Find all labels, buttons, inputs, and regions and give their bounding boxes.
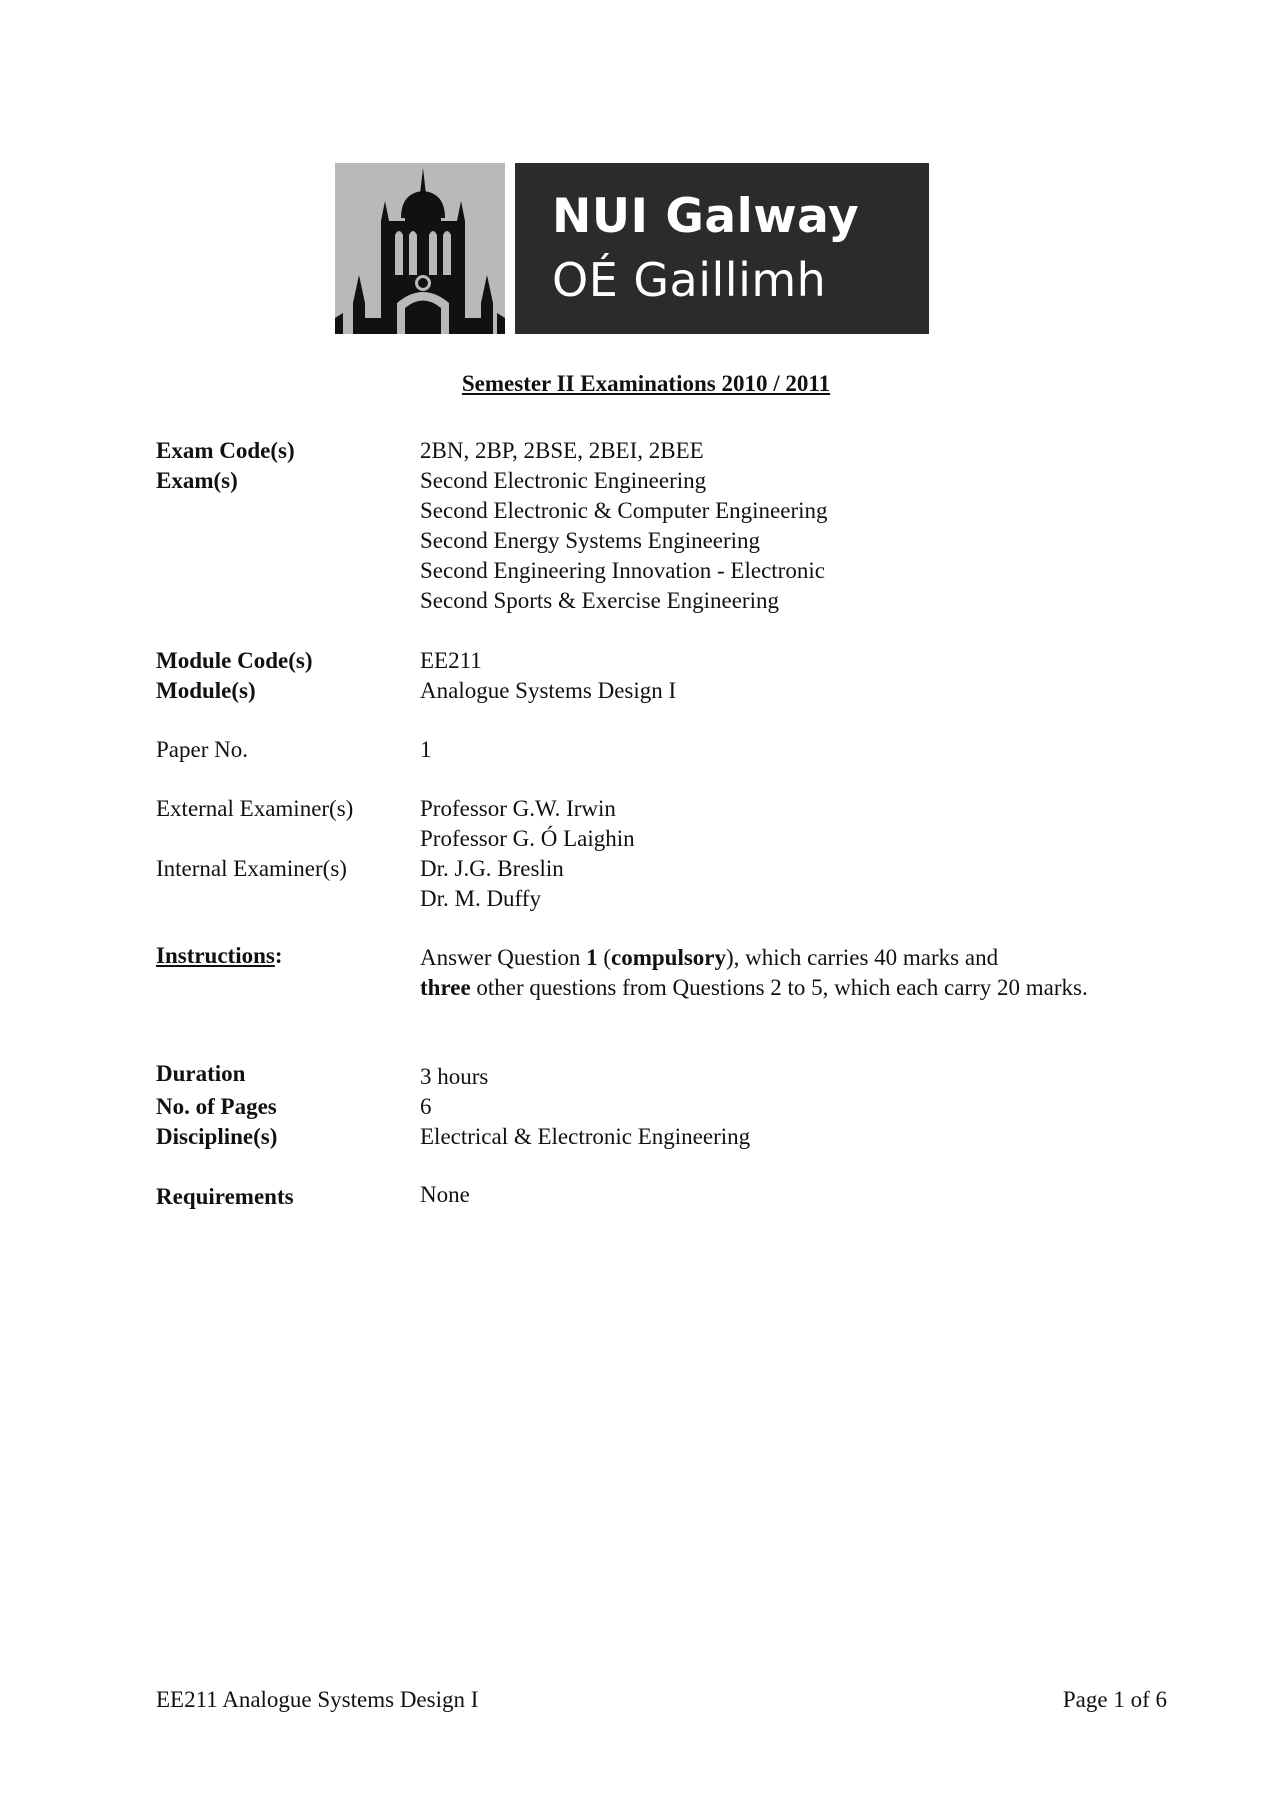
duration-label: Duration bbox=[156, 1061, 246, 1086]
exam-codes-value: 2BN, 2BP, 2BSE, 2BEI, 2BEE bbox=[420, 438, 704, 463]
page-title: Semester II Examinations 2010 / 2011 bbox=[461, 371, 831, 396]
paper-number-label: Paper No. bbox=[156, 737, 248, 762]
module-name-value: Analogue Systems Design I bbox=[420, 678, 677, 703]
logo-wordmark bbox=[515, 163, 929, 334]
requirements-label: Requirements bbox=[156, 1184, 294, 1209]
university-tower-icon bbox=[335, 163, 505, 334]
external-examiners-list bbox=[420, 794, 635, 854]
examiner-name: Professor G. Ó Laighin bbox=[420, 826, 635, 851]
exam-item: Second Energy Systems Engineering bbox=[420, 528, 761, 553]
logo-line-english: NUI Galway bbox=[552, 189, 860, 244]
exam-item: Second Engineering Innovation - Electronic bbox=[420, 558, 825, 583]
exam-item: Second Electronic Engineering bbox=[420, 468, 707, 493]
internal-examiners-label: Internal Examiner(s) bbox=[156, 856, 347, 881]
exam-item: Second Sports & Exercise Engineering bbox=[420, 588, 779, 613]
pages-label: No. of Pages bbox=[156, 1094, 277, 1119]
logo-line-irish: OÉ Gaillimh bbox=[552, 253, 827, 307]
examiner-name: Dr. M. Duffy bbox=[420, 886, 541, 911]
exams-label: Exam(s) bbox=[156, 468, 238, 493]
examiner-name: Dr. J.G. Breslin bbox=[420, 856, 564, 881]
logo-divider bbox=[505, 163, 515, 334]
module-code-label: Module Code(s) bbox=[156, 648, 313, 673]
internal-examiners-list bbox=[420, 854, 564, 914]
footer-module: EE211 Analogue Systems Design I bbox=[156, 1687, 479, 1712]
duration-value: 3 hours bbox=[420, 1064, 489, 1089]
university-logo bbox=[335, 163, 929, 334]
footer-page-number: Page 1 of 6 bbox=[1062, 1687, 1167, 1712]
discipline-label: Discipline(s) bbox=[156, 1124, 278, 1149]
pages-value: 6 bbox=[420, 1094, 432, 1119]
discipline-value: Electrical & Electronic Engineering bbox=[420, 1124, 751, 1149]
exam-item: Second Electronic & Computer Engineering bbox=[420, 498, 828, 523]
paper-number-value: 1 bbox=[420, 737, 432, 762]
instructions-text: Answer Question 1 (compulsory), which carries 40 marks and three other questions from Questions 2 to 5, which each carry 20 marks. bbox=[420, 945, 1088, 1000]
examiner-name: Professor G.W. Irwin bbox=[420, 796, 616, 821]
requirements-value: None bbox=[420, 1182, 470, 1207]
external-examiners-label: External Examiner(s) bbox=[156, 796, 354, 821]
exams-list bbox=[420, 466, 828, 616]
instructions-label: Instructions: bbox=[156, 943, 283, 968]
module-code-value: EE211 bbox=[420, 648, 482, 673]
exam-codes-label: Exam Code(s) bbox=[156, 438, 295, 463]
module-name-label: Module(s) bbox=[156, 678, 256, 703]
